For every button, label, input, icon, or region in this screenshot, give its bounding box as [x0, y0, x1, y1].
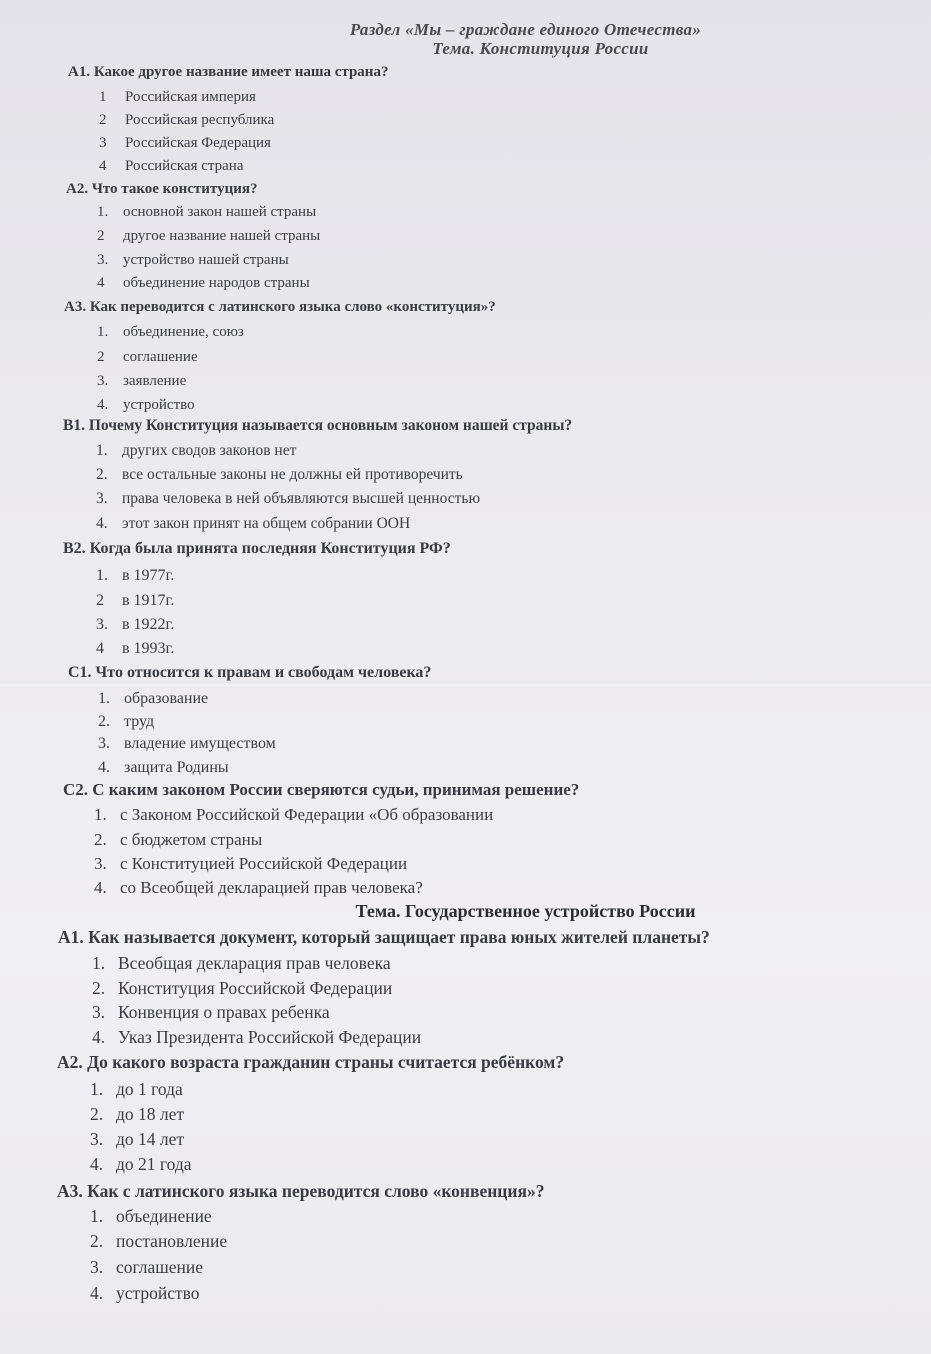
answer-option: 1. в 1977г.	[96, 567, 175, 584]
answer-option: 2. до 18 лет	[90, 1104, 185, 1124]
answer-option: 3. с Конституцией Российской Федерации	[94, 854, 408, 873]
answer-option: 1. других сводов законов нет	[96, 442, 297, 459]
answer-option: 1 Российская империя	[99, 89, 256, 105]
question-c1: С1. Что относится к правам и свободам человека?	[68, 664, 432, 681]
answer-option: 1. образование	[98, 690, 209, 707]
answer-option: 1. с Законом Российской Федерации «Об образовании	[94, 805, 494, 824]
answer-option: 4. со Всеобщей декларацией прав человека?	[94, 878, 423, 897]
answer-option: 3. права человека в ней объявляются высшей ценностью	[96, 490, 481, 507]
answer-option: 1. Всеобщая декларация прав человека	[92, 953, 391, 973]
answer-option: 1. до 1 года	[90, 1079, 183, 1099]
question-2-a3: А3. Как с латинского языка переводится слово «конвенция»?	[57, 1181, 545, 1201]
answer-option: 4 объединение народов страны	[97, 275, 310, 291]
answer-option: 1. объединение	[90, 1206, 212, 1226]
answer-option: 2. с бюджетом страны	[94, 830, 263, 849]
question-a1: А1. Какое другое название имеет наша страна?	[68, 64, 389, 80]
answer-option: 4. Указ Президента Российской Федерации	[92, 1027, 422, 1047]
answer-option: 2 соглашение	[97, 349, 198, 365]
answer-option: 4. этот закон принят на общем собрании ООН	[96, 515, 411, 532]
answer-option: 3. заявление	[97, 373, 187, 389]
topic-title-2: Тема. Государственное устройство России	[355, 901, 696, 921]
question-a2: А2. Что такое конституция?	[66, 181, 258, 197]
section-title: Раздел «Мы – граждане единого Отечества»	[349, 20, 702, 39]
paper-fold	[0, 682, 931, 688]
answer-option: 3. до 14 лет	[90, 1129, 185, 1149]
question-a3: А3. Как переводится с латинского языка слово «конституция»?	[64, 299, 496, 315]
answer-option: 4 Российская страна	[99, 158, 244, 174]
answer-option: 2. постановление	[90, 1231, 228, 1251]
answer-option: 3. владение имуществом	[98, 735, 276, 752]
answer-option: 2 в 1917г.	[96, 592, 175, 609]
answer-option: 2 другое название нашей страны	[97, 228, 321, 244]
answer-option: 3 Российская Федерация	[99, 135, 271, 151]
question-b2: В2. Когда была принята последняя Конституция РФ?	[63, 540, 451, 557]
question-b1: В1. Почему Конституция называется основным законом нашей страны?	[63, 417, 573, 434]
answer-option: 2 Российская республика	[99, 112, 275, 128]
answer-option: 4 в 1993г.	[96, 640, 175, 657]
answer-option: 3. устройство нашей страны	[97, 252, 289, 268]
answer-option: 2. труд	[98, 713, 155, 730]
answer-option: 1. объединение, союз	[97, 324, 244, 340]
question-2-a2: А2. До какого возраста гражданин страны считается ребёнком?	[57, 1052, 565, 1072]
question-2-a1: А1. Как называется документ, который защищает права юных жителей планеты?	[58, 927, 710, 947]
answer-option: 3. соглашение	[90, 1257, 204, 1277]
answer-option: 2. Конституция Российской Федерации	[92, 978, 393, 998]
answer-option: 2. все остальные законы не должны ей противоречить	[96, 466, 463, 483]
answer-option: 1. основной закон нашей страны	[97, 204, 317, 220]
answer-option: 4. до 21 года	[90, 1154, 192, 1174]
answer-option: 3. в 1922г.	[96, 616, 175, 633]
answer-option: 3. Конвенция о правах ребенка	[92, 1002, 330, 1022]
answer-option: 4. защита Родины	[98, 759, 229, 776]
question-c2: С2. С каким законом России сверяются судьи, принимая решение?	[63, 780, 580, 799]
answer-option: 4. устройство	[90, 1283, 200, 1303]
answer-option: 4. устройство	[97, 397, 195, 413]
topic-title: Тема. Конституция России	[432, 39, 649, 58]
